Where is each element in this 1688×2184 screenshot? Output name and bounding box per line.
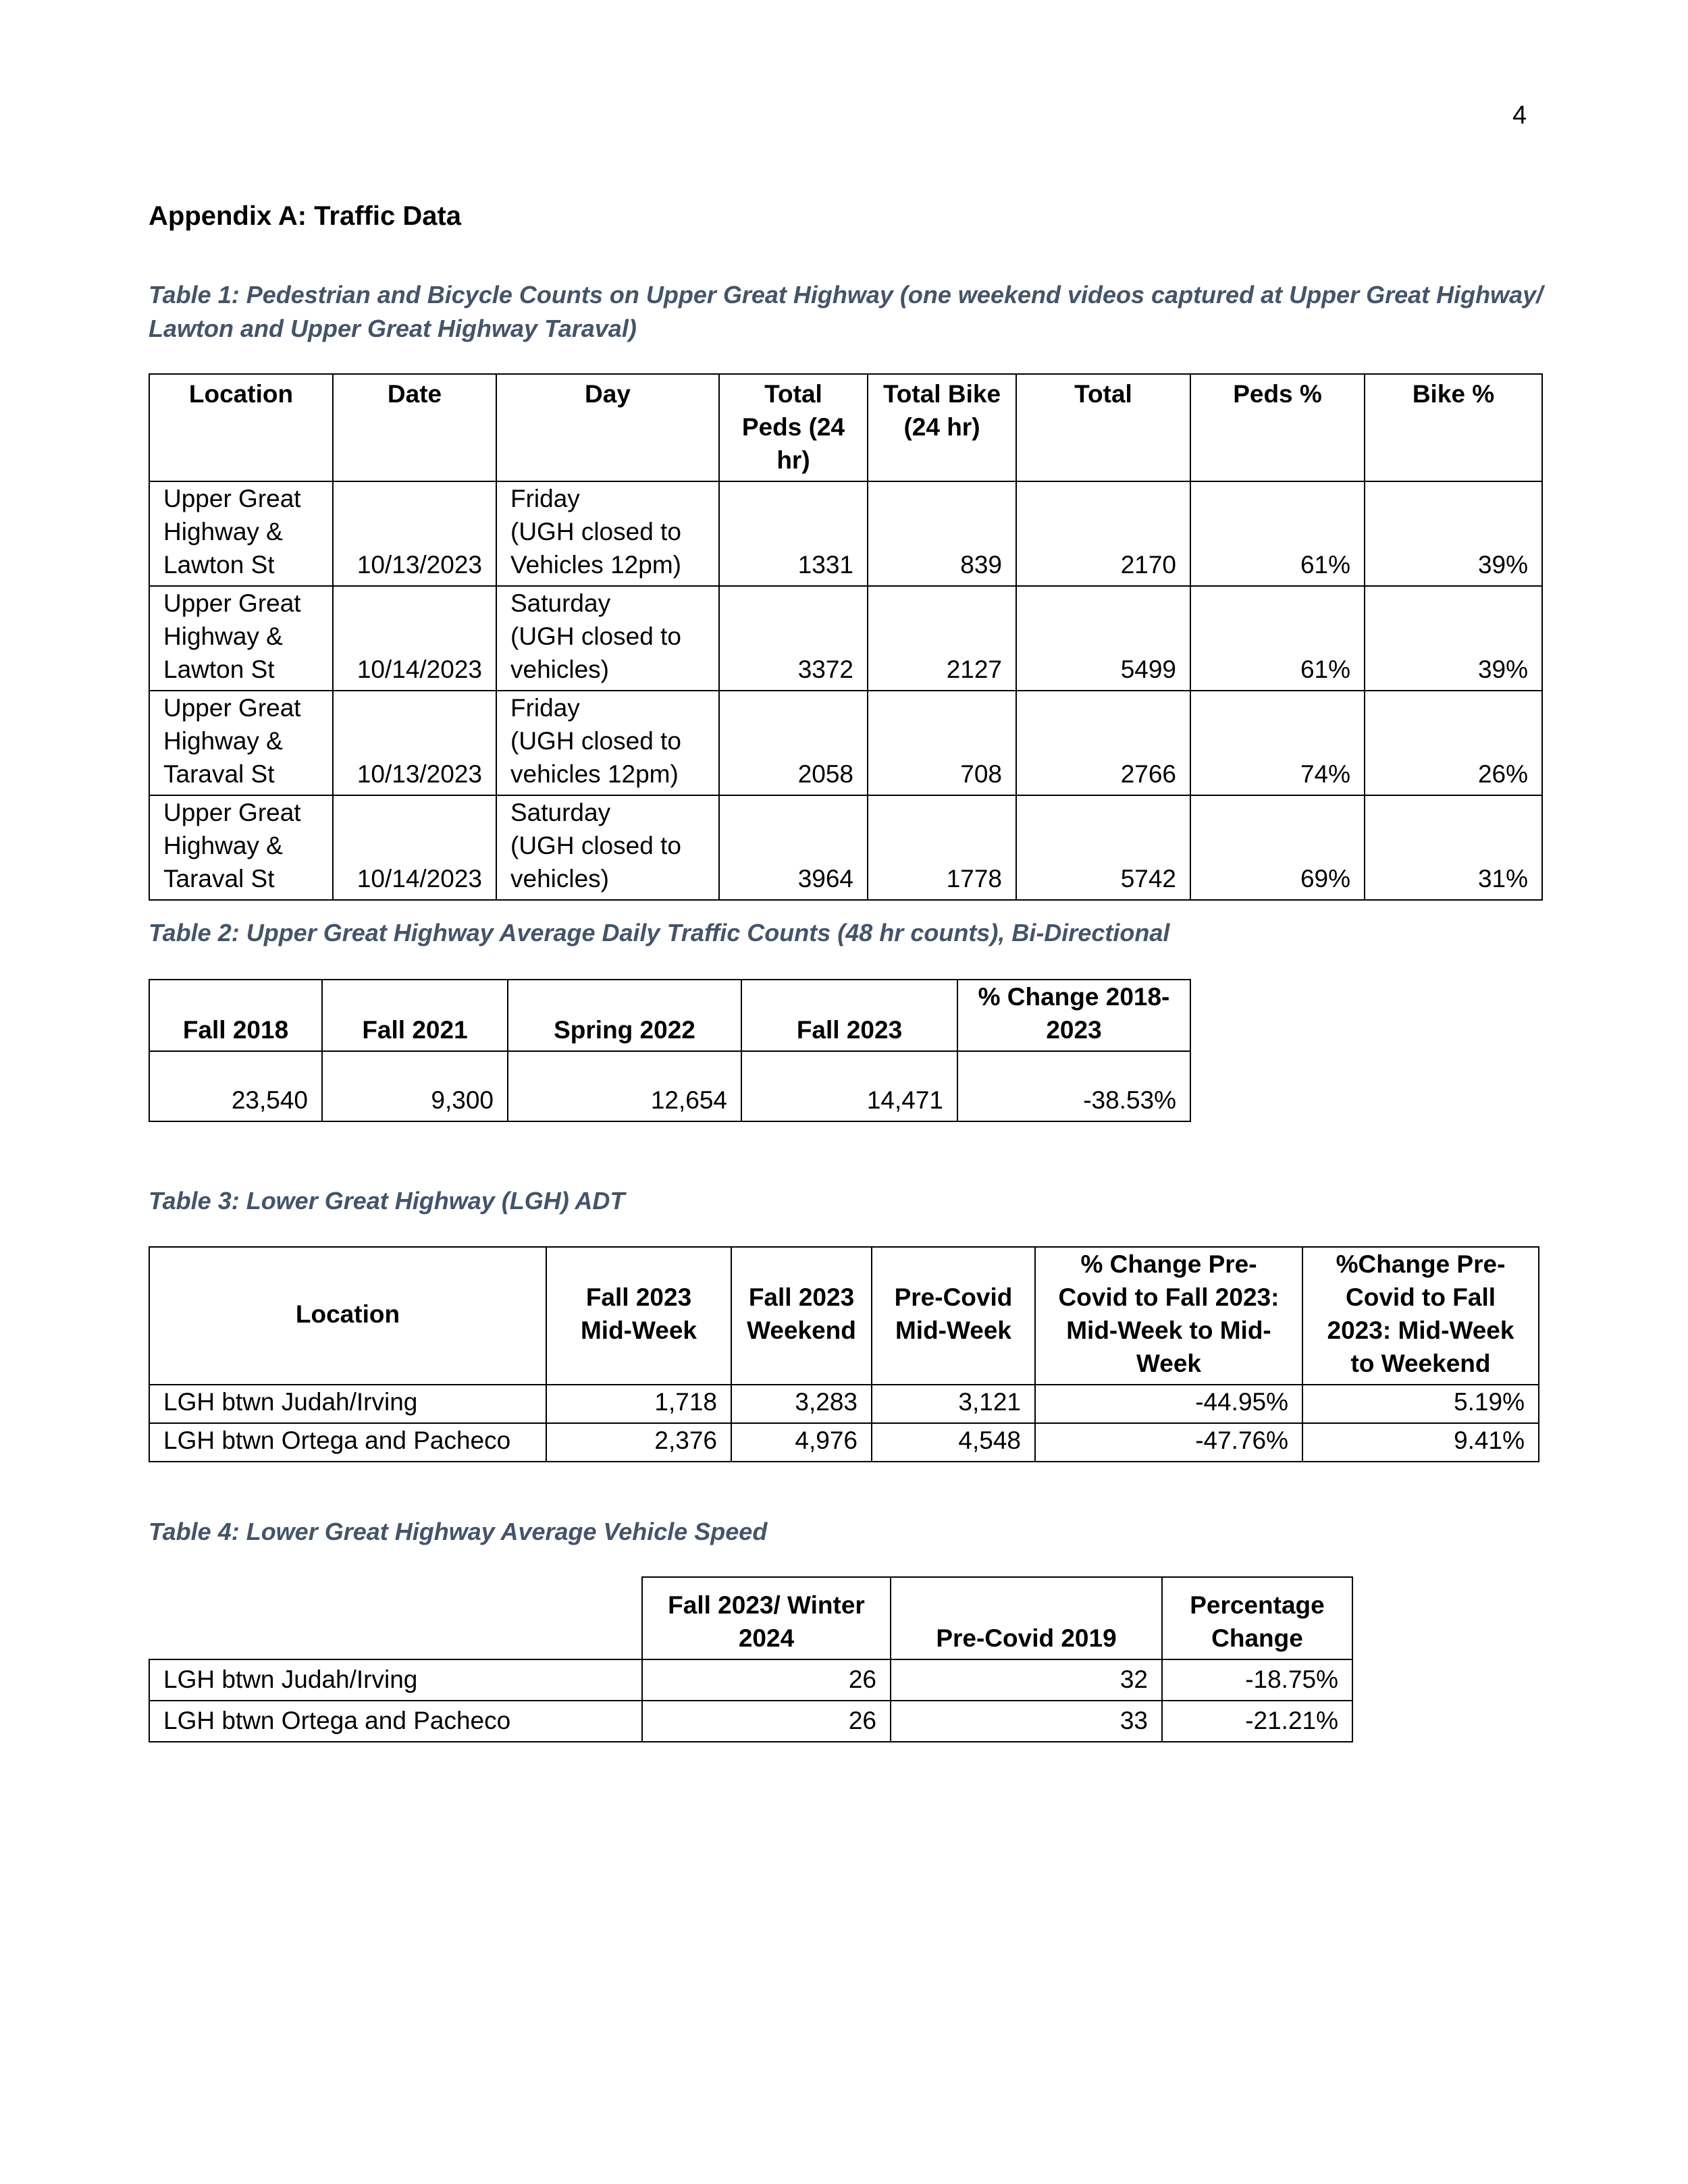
table1-bike: 708 — [868, 691, 1016, 795]
table2-caption: Table 2: Upper Great Highway Average Daily Traffic Counts (48 hr counts), Bi-Directional — [149, 919, 1170, 947]
table3-header-precovid-midweek: Pre-Covid Mid-Week — [872, 1247, 1035, 1385]
table1-header-location: Location — [149, 374, 333, 481]
table2 — [149, 979, 1191, 1122]
table4-change: -18.75% — [1162, 1659, 1352, 1701]
table1-header-bike-pct: Bike % — [1365, 374, 1542, 481]
page-number: 4 — [1512, 101, 1527, 130]
table4-precovid: 32 — [891, 1659, 1162, 1701]
table1-header-total-peds: Total Peds (24 hr) — [719, 374, 868, 481]
table3-caption: Table 3: Lower Great Highway (LGH) ADT — [149, 1187, 625, 1215]
table3-midweek: 2,376 — [546, 1423, 731, 1462]
table1-location: Upper Great Highway & Taraval St — [149, 795, 333, 900]
table-row — [149, 1701, 1352, 1742]
table1-date: 10/13/2023 — [333, 691, 496, 795]
table4-header-precovid: Pre-Covid 2019 — [891, 1577, 1162, 1659]
table1-bike: 2127 — [868, 586, 1016, 691]
table3-change-weekend: 9.41% — [1302, 1423, 1539, 1462]
table1-bike-pct: 31% — [1365, 795, 1542, 900]
table1-peds-pct: 69% — [1190, 795, 1365, 900]
table3-weekend: 4,976 — [731, 1423, 872, 1462]
table2-value-spring-2022: 12,654 — [508, 1051, 741, 1121]
table2-value-pct-change: -38.53% — [957, 1051, 1190, 1121]
table1-day: Saturday (UGH closed to vehicles) — [496, 795, 719, 900]
table3-change-mid: -47.76% — [1035, 1423, 1302, 1462]
table1-peds: 3964 — [719, 795, 868, 900]
table1-total: 5742 — [1016, 795, 1190, 900]
table1-location: Upper Great Highway & Taraval St — [149, 691, 333, 795]
table1-peds: 1331 — [719, 481, 868, 586]
table3-header-fall-midweek: Fall 2023 Mid-Week — [546, 1247, 731, 1385]
table4-current: 26 — [642, 1659, 891, 1701]
table4-header-blank — [149, 1577, 642, 1659]
table-row — [149, 1423, 1539, 1462]
table1-peds: 2058 — [719, 691, 868, 795]
table-row — [149, 586, 1542, 691]
table1-header-peds-pct: Peds % — [1190, 374, 1365, 481]
table2-header-fall-2021: Fall 2021 — [322, 980, 508, 1051]
table-row — [149, 795, 1542, 900]
table2-header-fall-2023: Fall 2023 — [741, 980, 957, 1051]
table1-day: Friday (UGH closed to vehicles 12pm) — [496, 691, 719, 795]
table1-caption: Table 1: Pedestrian and Bicycle Counts on Upper Great Highway (one weekend videos captured at Upper Great Highway/ Lawton and Upper Great Highway Taraval) — [149, 281, 1544, 342]
table1-bike-pct: 39% — [1365, 481, 1542, 586]
table1-location: Upper Great Highway & Lawton St — [149, 481, 333, 586]
appendix-heading: Appendix A: Traffic Data — [149, 201, 462, 231]
table1-total: 2766 — [1016, 691, 1190, 795]
table1 — [149, 373, 1543, 901]
table2-header-spring-2022: Spring 2022 — [508, 980, 741, 1051]
table2-value-fall-2023: 14,471 — [741, 1051, 957, 1121]
table4-location: LGH btwn Ortega and Pacheco — [149, 1701, 642, 1742]
table1-total: 5499 — [1016, 586, 1190, 691]
table2-value-fall-2021: 9,300 — [322, 1051, 508, 1121]
table3-change-mid: -44.95% — [1035, 1385, 1302, 1423]
table1-total: 2170 — [1016, 481, 1190, 586]
table2-header-fall-2018: Fall 2018 — [149, 980, 322, 1051]
table1-location: Upper Great Highway & Lawton St — [149, 586, 333, 691]
table1-bike-pct: 39% — [1365, 586, 1542, 691]
table1-peds: 3372 — [719, 586, 868, 691]
table-row — [149, 481, 1542, 586]
table-row — [149, 1385, 1539, 1423]
table3-midweek: 1,718 — [546, 1385, 731, 1423]
table1-date: 10/14/2023 — [333, 795, 496, 900]
table1-peds-pct: 61% — [1190, 481, 1365, 586]
table2-value-fall-2018: 23,540 — [149, 1051, 322, 1121]
table4-precovid: 33 — [891, 1701, 1162, 1742]
table3-header-location: Location — [149, 1247, 546, 1385]
table1-header-date: Date — [333, 374, 496, 481]
table1-bike: 839 — [868, 481, 1016, 586]
table4-change: -21.21% — [1162, 1701, 1352, 1742]
table3-precovid: 4,548 — [872, 1423, 1035, 1462]
table3-precovid: 3,121 — [872, 1385, 1035, 1423]
table-row — [149, 691, 1542, 795]
table3-header-change-weekend: %Change Pre-Covid to Fall 2023: Mid-Week to Weekend — [1302, 1247, 1539, 1385]
table3-location: LGH btwn Judah/Irving — [149, 1385, 546, 1423]
table1-peds-pct: 74% — [1190, 691, 1365, 795]
table2-header-pct-change: % Change 2018-2023 — [957, 980, 1190, 1051]
table1-date: 10/13/2023 — [333, 481, 496, 586]
table4-header-change: Percentage Change — [1162, 1577, 1352, 1659]
table1-day: Friday (UGH closed to Vehicles 12pm) — [496, 481, 719, 586]
table3-header-change-midweek: % Change Pre-Covid to Fall 2023: Mid-Week to Mid-Week — [1035, 1247, 1302, 1385]
table1-date: 10/14/2023 — [333, 586, 496, 691]
table4-caption: Table 4: Lower Great Highway Average Vehicle Speed — [149, 1518, 768, 1545]
table4-current: 26 — [642, 1701, 891, 1742]
table-row — [149, 1051, 1190, 1121]
table4-header-current: Fall 2023/ Winter 2024 — [642, 1577, 891, 1659]
table3-change-weekend: 5.19% — [1302, 1385, 1539, 1423]
table4-location: LGH btwn Judah/Irving — [149, 1659, 642, 1701]
table3-location: LGH btwn Ortega and Pacheco — [149, 1423, 546, 1462]
table1-peds-pct: 61% — [1190, 586, 1365, 691]
table1-bike-pct: 26% — [1365, 691, 1542, 795]
table1-header-total-bike: Total Bike (24 hr) — [868, 374, 1016, 481]
table-row — [149, 1659, 1352, 1701]
table1-header-day: Day — [496, 374, 719, 481]
table3-header-fall-weekend: Fall 2023 Weekend — [731, 1247, 872, 1385]
table1-bike: 1778 — [868, 795, 1016, 900]
table3 — [149, 1246, 1539, 1462]
table3-weekend: 3,283 — [731, 1385, 872, 1423]
table4 — [149, 1576, 1353, 1742]
table1-day: Saturday (UGH closed to vehicles) — [496, 586, 719, 691]
table1-header-total: Total — [1016, 374, 1190, 481]
